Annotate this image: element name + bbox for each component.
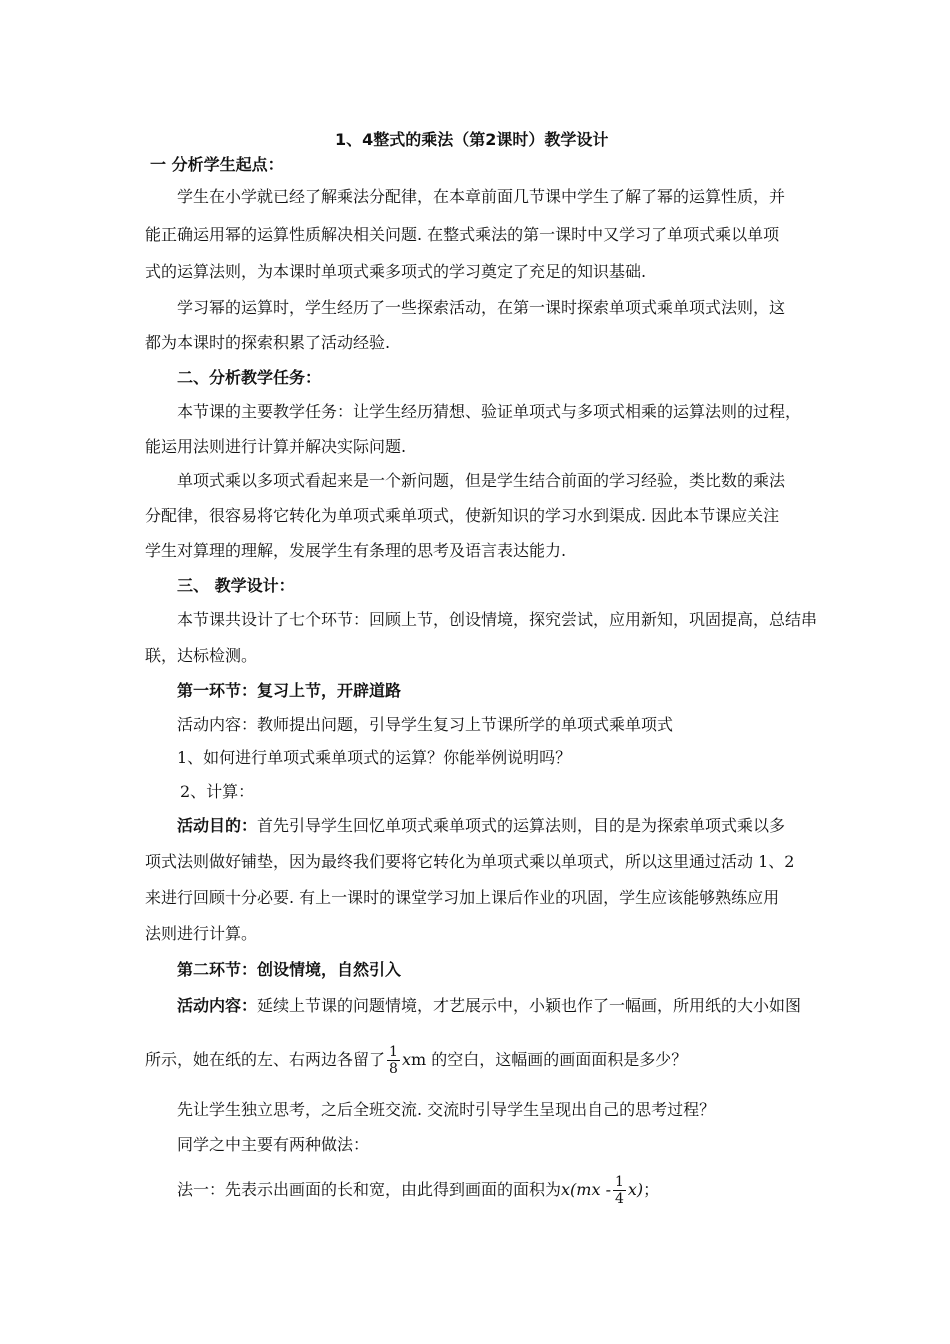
- paragraph-line-with-fraction: [145, 1040, 687, 1080]
- paragraph-line: 先让学生独立思考，之后全班交流. 交流时引导学生呈现出自己的思考过程？: [177, 1100, 716, 1119]
- section-1-heading: 一 分析学生起点：: [150, 155, 284, 174]
- paragraph-line: 项式法则做好铺垫，因为最终我们要将它转化为单项式乘以单项式，所以这里通过活动 1、2: [145, 852, 795, 871]
- activity-goal-label: 活动目的：: [177, 816, 258, 835]
- section-3-heading: 三、 教学设计：: [177, 576, 295, 595]
- fraction-denominator: 8: [389, 1061, 398, 1077]
- paragraph-line: [177, 816, 785, 836]
- paragraph-line: [177, 996, 801, 1016]
- paragraph-line: 单项式乘以多项式看起来是一个新问题，但是学生结合前面的学习经验，类比数的乘法: [177, 471, 786, 490]
- question-2: 2、计算：: [180, 782, 255, 801]
- text-segment: m 的空白，这幅画的画面面积是多少？: [410, 1050, 688, 1069]
- step-2-heading: 第二环节：创设情境，自然引入: [177, 960, 402, 979]
- activity-content-label: 活动内容：: [177, 996, 258, 1015]
- paragraph-line: 学生在小学就已经了解乘法分配律，在本章前面几节课中学生了解了幂的运算性质，并: [177, 187, 786, 206]
- paragraph-line: 联，达标检测。: [145, 646, 258, 665]
- math-variable: x: [401, 1050, 411, 1069]
- paragraph-line: 活动内容：教师提出问题，引导学生复习上节课所学的单项式乘单项式: [177, 715, 674, 734]
- paragraph-line: 法则进行计算。: [145, 924, 258, 943]
- step-1-heading: 第一环节：复习上节，开辟道路: [177, 681, 402, 700]
- fraction-numerator: 1: [614, 1174, 624, 1190]
- fraction-numerator: 1: [389, 1044, 398, 1060]
- activity-goal-text: 首先引导学生回忆单项式乘单项式的运算法则，目的是为探索单项式乘以多: [257, 816, 786, 835]
- question-1: 1、如何进行单项式乘单项式的运算？你能举例说明吗？: [177, 748, 572, 767]
- fraction-denominator: 4: [614, 1191, 624, 1207]
- paragraph-line: 能正确运用幂的运算性质解决相关问题. 在整式乘法的第一课时中又学习了单项式乘以单项: [145, 225, 780, 244]
- math-expression: x(mx -: [561, 1180, 611, 1199]
- method-1-line: [177, 1168, 659, 1212]
- paragraph-line: 学习幂的运算时，学生经历了一些探索活动，在第一课时探索单项式乘单项式法则，这: [177, 298, 786, 317]
- text-segment: 法一：先表示出画面的长和宽，由此得到画面的面积为: [177, 1180, 562, 1199]
- fraction-one-quarter: [613, 1174, 626, 1207]
- section-2-heading: 二、分析教学任务：: [177, 368, 322, 387]
- paragraph-line: 同学之中主要有两种做法：: [177, 1135, 370, 1154]
- paragraph-line: 学生对算理的理解，发展学生有条理的思考及语言表达能力.: [145, 541, 567, 560]
- paragraph-line: 都为本课时的探索积累了活动经验.: [145, 333, 391, 352]
- activity-content-text: 延续上节课的问题情境，才艺展示中，小颖也作了一幅画，所用纸的大小如图: [257, 996, 802, 1015]
- math-expression: x): [627, 1180, 644, 1199]
- text-segment: 所示，她在纸的左、右两边各留了: [145, 1050, 386, 1069]
- paragraph-line: 本节课的主要教学任务：让学生经历猜想、验证单项式与多项式相乘的运算法则的过程，: [177, 402, 802, 421]
- fraction-one-eighth: [387, 1044, 400, 1077]
- paragraph-line: 本节课共设计了七个环节：回顾上节，创设情境，探究尝试，应用新知，巩固提高，总结串: [177, 610, 818, 629]
- paragraph-line: 能运用法则进行计算并解决实际问题.: [145, 437, 407, 456]
- paragraph-line: 来进行回顾十分必要. 有上一课时的课堂学习加上课后作业的巩固，学生应该能够熟练应用: [145, 888, 780, 907]
- paragraph-line: 分配律，很容易将它转化为单项式乘单项式，使新知识的学习水到渠成. 因此本节课应关注: [145, 506, 780, 525]
- text-segment: ；: [643, 1180, 660, 1199]
- document-title: 1、4整式的乘法（第2课时）教学设计: [335, 130, 609, 149]
- paragraph-line: 式的运算法则，为本课时单项式乘多项式的学习奠定了充足的知识基础.: [145, 262, 647, 281]
